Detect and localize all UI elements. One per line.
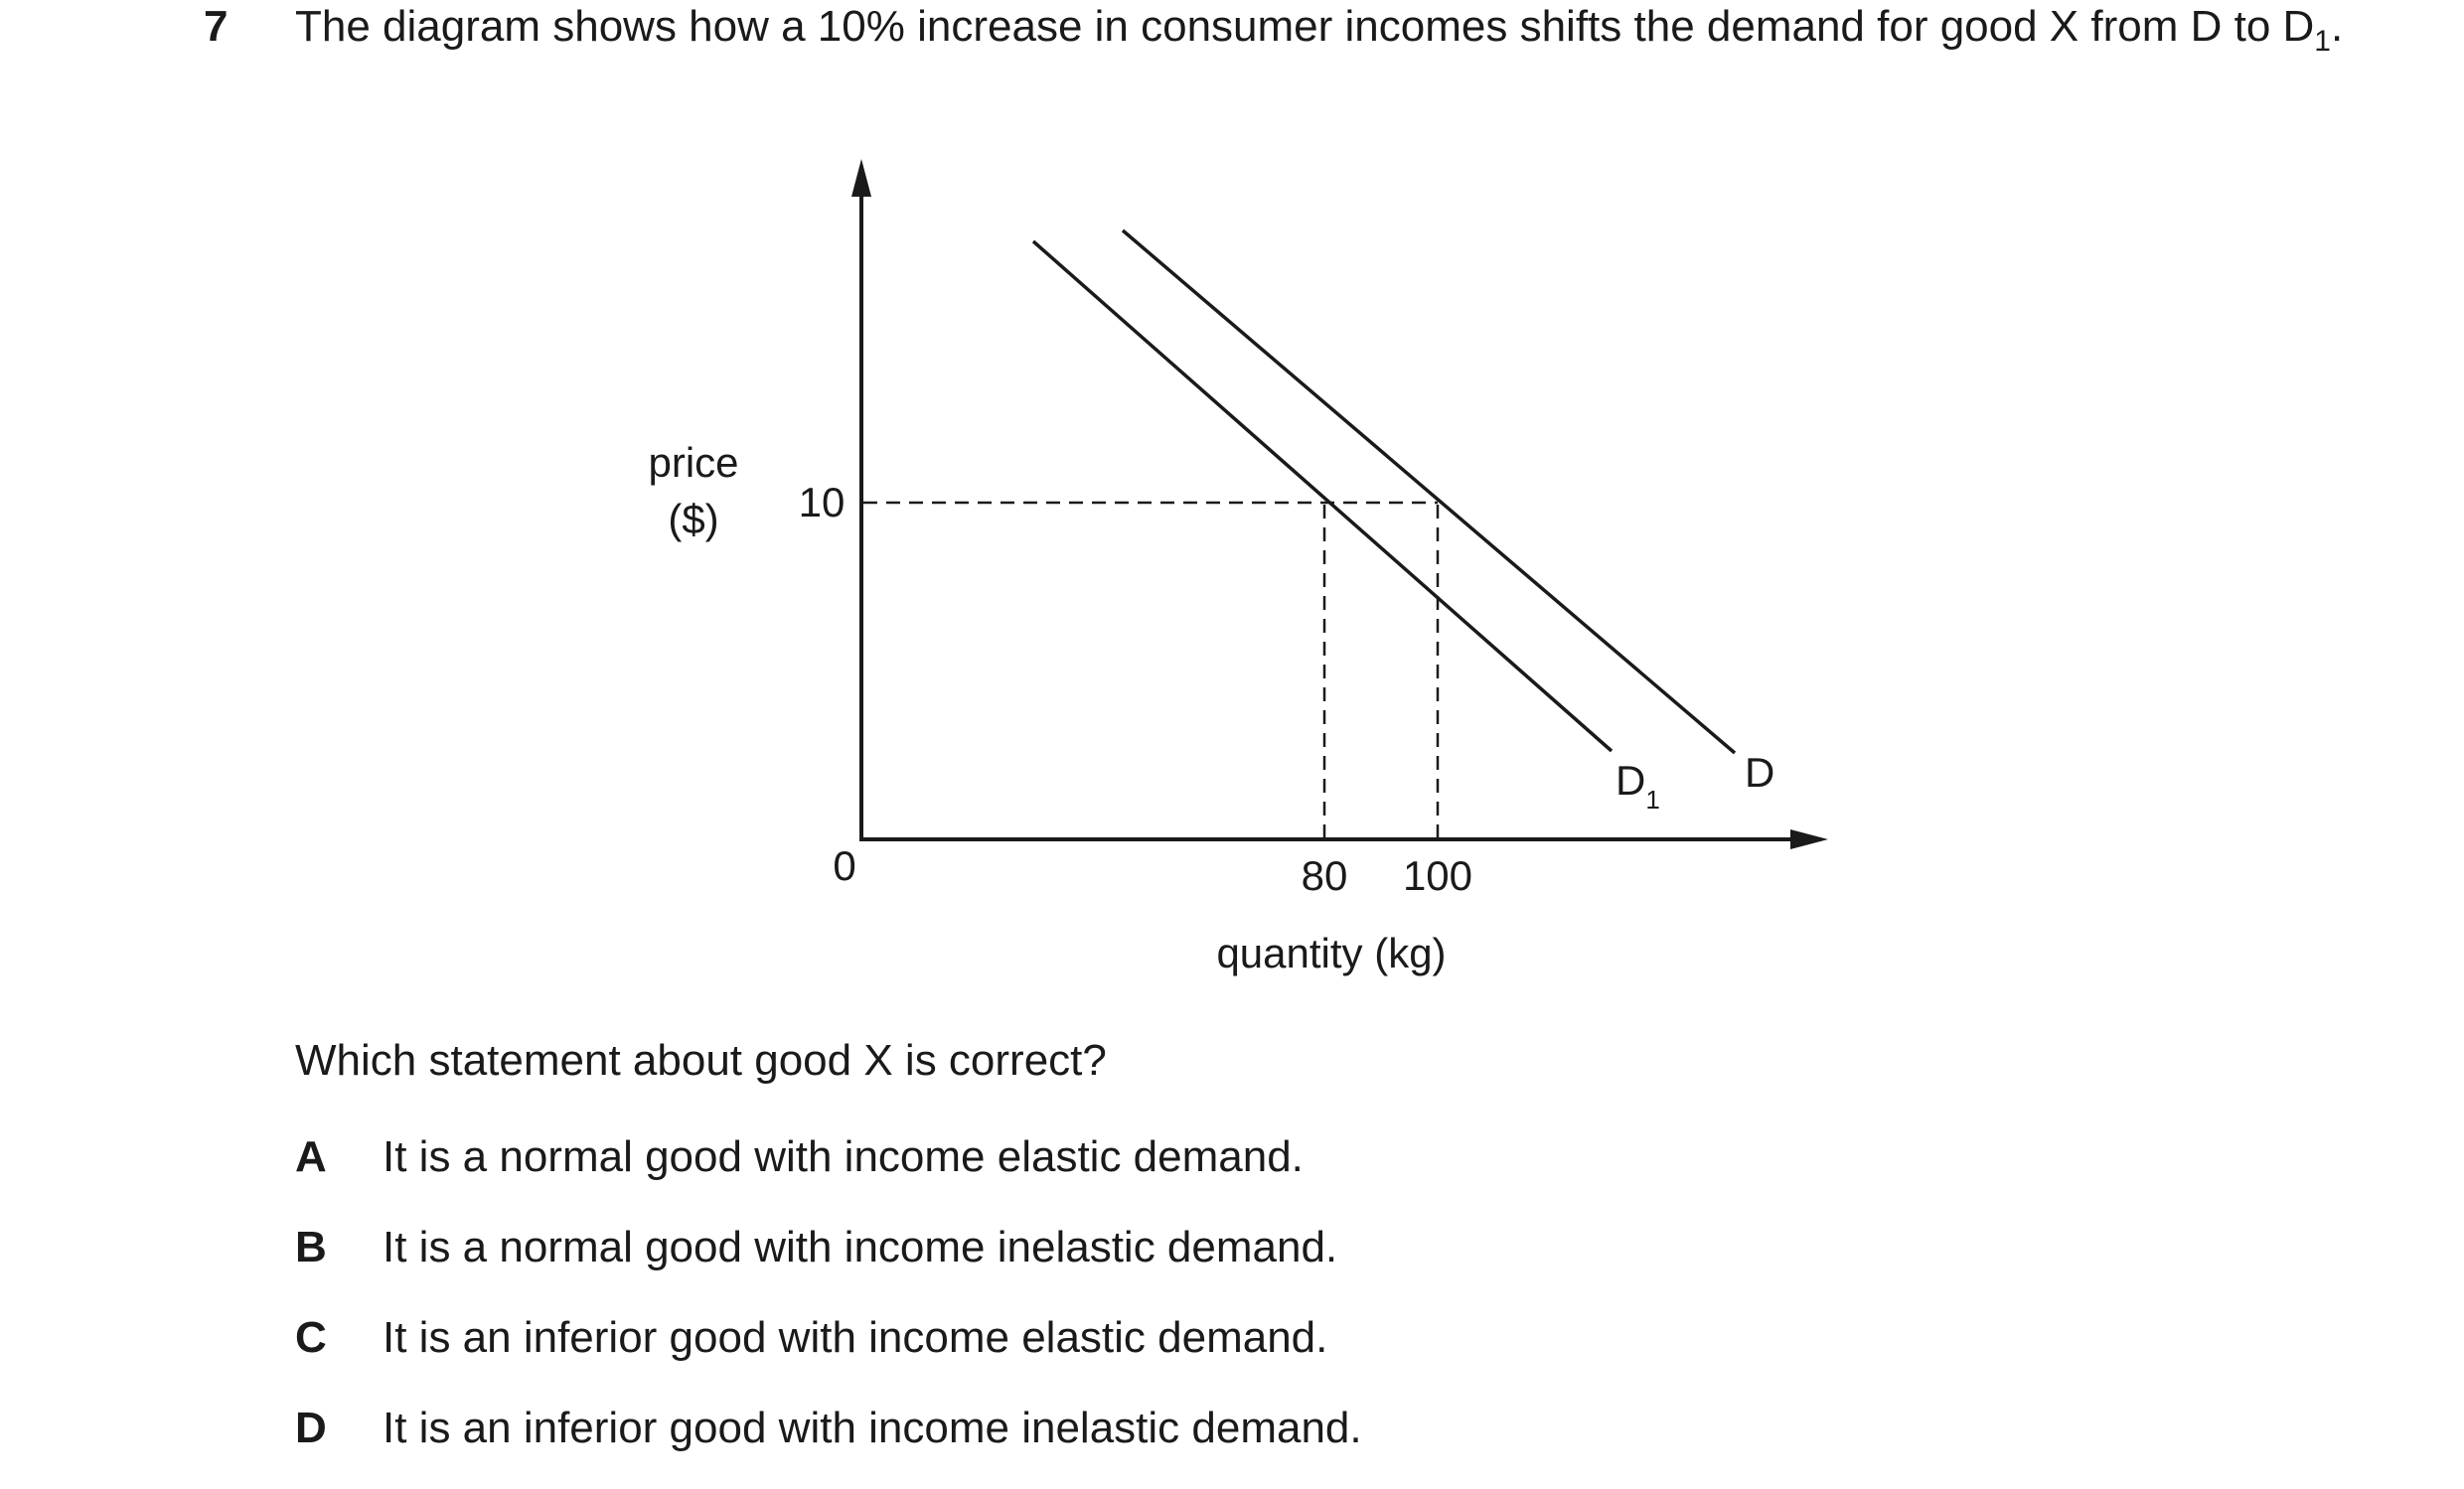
option-d-text: It is an inferior good with income inelastic demand. bbox=[383, 1404, 1362, 1452]
origin-label: 0 bbox=[833, 842, 856, 889]
option-a-text: It is a normal good with income elastic demand. bbox=[383, 1132, 1304, 1181]
x-axis-arrowhead bbox=[1790, 829, 1828, 849]
option-a-letter: A bbox=[295, 1132, 327, 1181]
stem-subscript: 1 bbox=[2314, 24, 2331, 58]
quantity-tick-100: 100 bbox=[1402, 852, 1473, 899]
price-tick-10: 10 bbox=[798, 479, 846, 525]
curve-d1-label-letter: D bbox=[1616, 757, 1646, 804]
question-prompt: Which statement about good X is correct? bbox=[295, 1036, 1107, 1085]
curve-d bbox=[1123, 230, 1735, 753]
y-axis-label-unit: ($) bbox=[668, 496, 719, 542]
y-axis-arrowhead bbox=[851, 159, 871, 197]
curve-d1-label-subscript: 1 bbox=[1645, 785, 1660, 815]
question-number: 7 bbox=[204, 2, 229, 51]
option-c-text: It is an inferior good with income elastic demand. bbox=[383, 1313, 1328, 1362]
option-d[interactable] bbox=[295, 1402, 1362, 1455]
option-b-text: It is a normal good with income inelastic demand. bbox=[383, 1223, 1338, 1271]
stem-text: The diagram shows how a 10% increase in consumer incomes shifts the demand for good X from D to D bbox=[295, 2, 2315, 51]
y-axis-label-price: price bbox=[648, 439, 739, 486]
quantity-tick-80: 80 bbox=[1301, 852, 1348, 899]
x-axis-label: quantity (kg) bbox=[1216, 930, 1447, 976]
option-c[interactable] bbox=[295, 1311, 1327, 1365]
option-a[interactable] bbox=[295, 1130, 1304, 1184]
curve-d1 bbox=[1033, 241, 1612, 751]
option-b[interactable] bbox=[295, 1221, 1337, 1274]
option-c-letter: C bbox=[295, 1313, 327, 1362]
stem-end: . bbox=[2330, 2, 2344, 51]
curve-d1-label bbox=[1616, 757, 1660, 815]
curve-d-label: D bbox=[1745, 749, 1775, 796]
option-d-letter: D bbox=[295, 1404, 327, 1452]
option-b-letter: B bbox=[295, 1223, 327, 1271]
